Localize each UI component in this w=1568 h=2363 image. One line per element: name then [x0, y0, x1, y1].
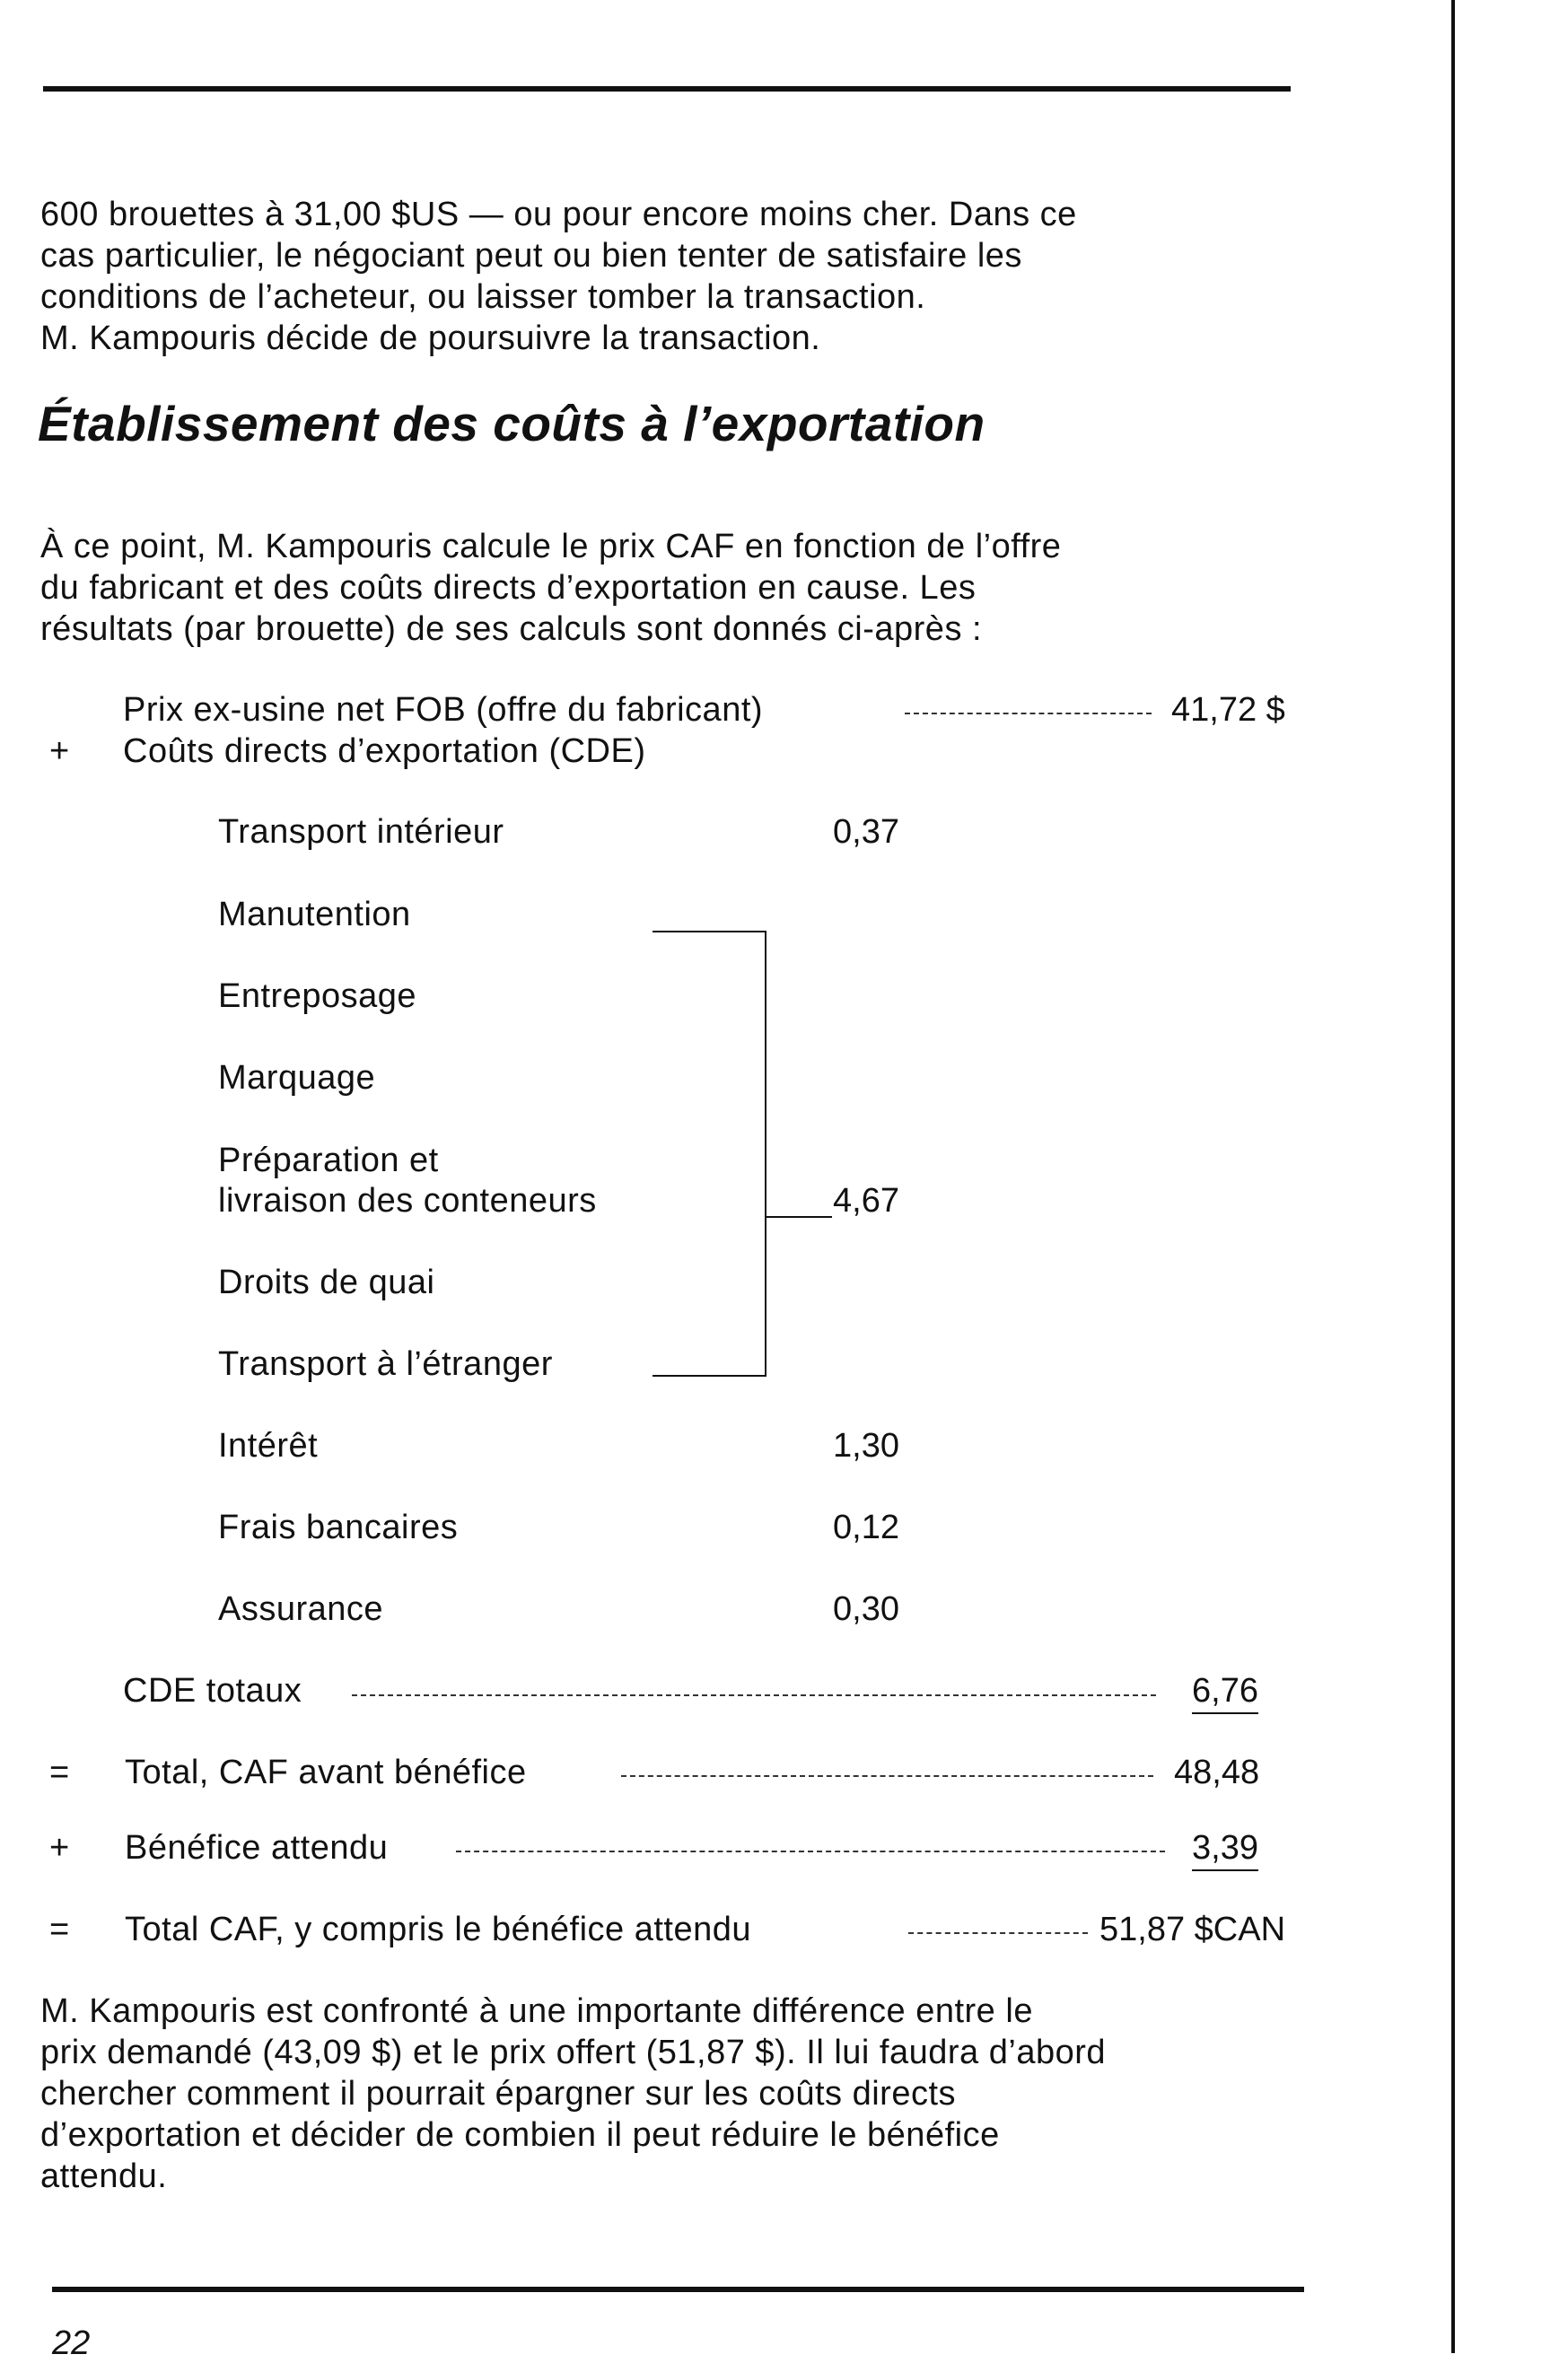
intro-line: cas particulier, le négociant peut ou bien tenter de satisfaire les: [40, 237, 1022, 275]
bracket-bottom: [653, 1375, 766, 1377]
item-manutention: Manutention: [218, 896, 411, 933]
item-droits-quai: Droits de quai: [218, 1264, 435, 1301]
cde-total-label: CDE totaux: [123, 1672, 302, 1710]
calc-line: À ce point, M. Kampouris calcule le prix CAF en fonction de l’offre: [40, 528, 1062, 565]
leader-dots: [352, 1694, 1156, 1696]
item-transport-interieur: Transport intérieur: [218, 813, 504, 851]
bracket-connector: [765, 1216, 832, 1218]
calc-paragraph: [40, 526, 1306, 650]
equals-sign: =: [49, 1911, 70, 1948]
conclusion-paragraph: [40, 1991, 1306, 2197]
intro-line: conditions de l’acheteur, ou laisser tomber la transaction.: [40, 278, 926, 316]
fob-label: Prix ex-usine net FOB (offre du fabricant): [123, 691, 764, 729]
intro-line: M. Kampouris décide de poursuivre la transaction.: [40, 319, 821, 357]
top-rule: [43, 86, 1291, 92]
item-preparation-line2: livraison des conteneurs: [218, 1182, 597, 1220]
equals-sign: =: [49, 1754, 70, 1791]
value-interet: 1,30: [833, 1427, 899, 1465]
plus-sign: +: [49, 732, 70, 770]
item-transport-etranger: Transport à l’étranger: [218, 1345, 553, 1383]
item-assurance: Assurance: [218, 1590, 384, 1628]
item-entreposage: Entreposage: [218, 977, 416, 1015]
item-interet: Intérêt: [218, 1427, 319, 1465]
leader-dots: [908, 1932, 1088, 1934]
conclusion-line: d’exportation et décider de combien il peut réduire le bénéfice: [40, 2116, 1000, 2154]
value-assurance: 0,30: [833, 1590, 899, 1628]
value-transport-interieur: 0,37: [833, 813, 899, 851]
caf-before-label: Total, CAF avant bénéfice: [125, 1754, 527, 1791]
caf-before-value: 48,48: [1174, 1754, 1260, 1791]
bracket-value: 4,67: [833, 1182, 899, 1220]
page-edge-line: [1451, 0, 1455, 2353]
bracket-top: [653, 931, 766, 932]
conclusion-line: attendu.: [40, 2157, 168, 2195]
caf-total-label: Total CAF, y compris le bénéfice attendu: [125, 1911, 752, 1948]
value-frais-bancaires: 0,12: [833, 1509, 899, 1546]
item-frais-bancaires: Frais bancaires: [218, 1509, 459, 1546]
plus-sign: +: [49, 1829, 70, 1867]
conclusion-line: prix demandé (43,09 $) et le prix offert (51,87 $). Il lui faudra d’abord: [40, 2034, 1107, 2071]
calc-line: résultats (par brouette) de ses calculs sont donnés ci-après :: [40, 610, 983, 648]
leader-dots: [456, 1851, 1165, 1852]
bracket-vertical: [765, 931, 766, 1377]
conclusion-line: chercher comment il pourrait épargner sur les coûts directs: [40, 2075, 957, 2113]
page-number: 22: [52, 2324, 91, 2362]
conclusion-line: M. Kampouris est confronté à une importante différence entre le: [40, 1992, 1033, 2030]
item-marquage: Marquage: [218, 1059, 376, 1097]
cde-label: Coûts directs d’exportation (CDE): [123, 732, 646, 770]
item-preparation-line1: Préparation et: [218, 1142, 439, 1179]
section-heading: Établissement des coûts à l’exportation: [38, 396, 985, 451]
bottom-rule: [52, 2287, 1304, 2292]
intro-paragraph: [40, 194, 1306, 359]
fob-value: 41,72 $: [1171, 691, 1285, 729]
profit-label: Bénéfice attendu: [125, 1829, 389, 1867]
intro-line: 600 brouettes à 31,00 $US — ou pour encore moins cher. Dans ce: [40, 196, 1077, 233]
leader-dots: [905, 713, 1152, 714]
cde-total-value: 6,76: [1192, 1670, 1258, 1714]
calc-line: du fabricant et des coûts directs d’exportation en cause. Les: [40, 569, 977, 607]
caf-total-value: 51,87 $CAN: [1099, 1911, 1286, 1948]
profit-value: 3,39: [1192, 1827, 1258, 1871]
leader-dots: [621, 1775, 1153, 1777]
